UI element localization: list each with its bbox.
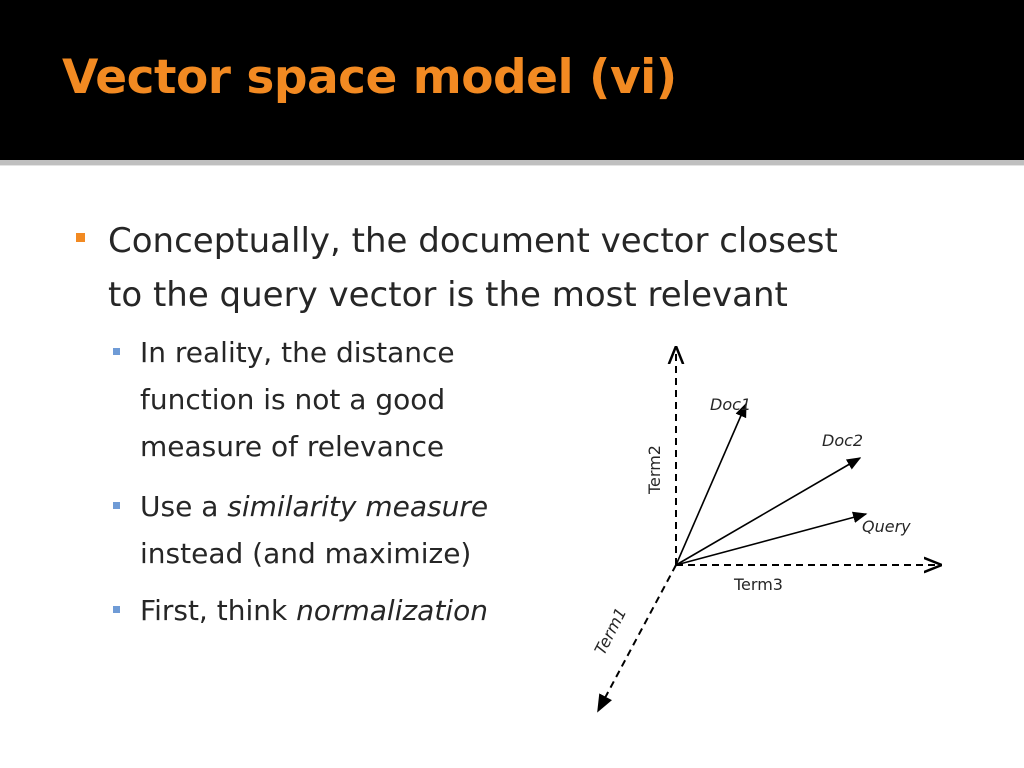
sub-bullet-2-prefix: Use a: [140, 490, 228, 523]
sub-bullet-1-line-3: measure of relevance: [140, 430, 445, 463]
term1-label: Term1: [590, 604, 631, 658]
sub-bullet-2-line-2: instead (and maximize): [140, 537, 472, 570]
doc2-label: Doc2: [822, 431, 864, 450]
term3-label: Term3: [734, 575, 783, 594]
sub-bullet-3-emphasis: normalization: [296, 594, 488, 627]
sub-bullet-3-prefix: First, think: [140, 594, 297, 627]
sub-bullet-1-line-1: In reality, the distance: [140, 336, 455, 369]
slide-title: Vector space model (vi): [62, 50, 677, 105]
sub-bullet-2-emphasis: similarity measure: [227, 490, 489, 523]
doc1-label: Doc1: [710, 395, 752, 414]
main-bullet-line-1: Conceptually, the document vector closest: [108, 221, 838, 261]
doc2-vector: [676, 458, 860, 565]
term2-label: Term2: [645, 445, 664, 494]
sub-bullet-1-line-2: function is not a good: [140, 383, 446, 416]
doc1-vector: [676, 404, 746, 565]
query-label: Query: [862, 517, 911, 536]
query-vector: [676, 514, 866, 565]
main-bullet-line-2: to the query vector is the most relevant: [108, 275, 788, 315]
